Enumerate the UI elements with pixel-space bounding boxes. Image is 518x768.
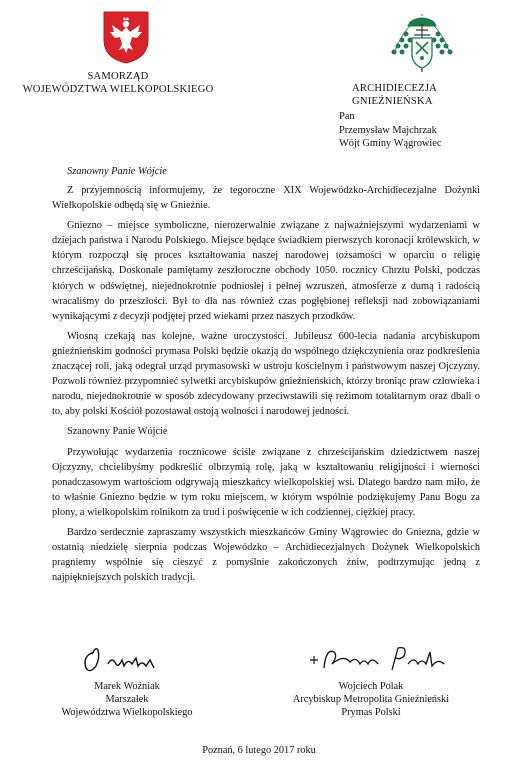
white-eagle-coat-of-arms-icon [102, 10, 150, 64]
signature-block-right [280, 680, 462, 719]
handwritten-signature-right [304, 642, 454, 678]
signatory-title: Arcybiskup Metropolita Gnieźnieński [292, 694, 450, 705]
body-paragraph: Przywołując wydarzenia rocznicowe ściśle związane z chrześcijańskim dziedzictwem naszej Ojczyzny, chcielibyśmy podkreślić olbrzymią rolę, jaką w kształtowaniu religijności i wierności ponadczasowym wartościom odgrywają mieszkańcy wielkopolskiej wsi. Dlatego bardzo nam miło, że to właśnie Gniezno będzie w tym roku miejscem, w którym wspólnie podziękujemy Panu Bogu za plony, a wielkopolskim rolnikom za trud i poświęcenie w ich codziennej, ciężkiej pracy. [52, 446, 480, 518]
addressee-block [339, 110, 442, 151]
signature-block-left [42, 680, 212, 719]
signatory-title: Prymas Polski [341, 707, 401, 718]
addressee-line: Przemysław Majchrzak [339, 124, 437, 136]
addressee-line: Pan [339, 111, 355, 122]
signatory-name: Wojciech Polak [338, 681, 404, 692]
body-paragraph: Z przyjemnością informujemy, że tegoroczne XIX Wojewódzko-Archidiecezjalne Dożynki Wielkopolskie odbędą się w Gnieźnie. [52, 185, 480, 212]
addressee-line: Wójt Gminy Wągrowiec [339, 138, 442, 149]
letter-body [52, 183, 480, 590]
signatory-title: Marszałek [105, 694, 149, 705]
signatory-title: Województwa Wielkopolskiego [61, 707, 193, 718]
left-organization-name [0, 70, 236, 96]
signatory-name: Marek Woźniak [94, 681, 160, 692]
left-org-line-1: SAMORZĄD [87, 71, 149, 82]
handwritten-signature-left [78, 646, 178, 678]
archbishop-coat-of-arms-icon [386, 14, 458, 74]
salutation: Szanowny Panie Wójcie [67, 166, 167, 177]
second-salutation: Szanowny Panie Wójcie [67, 426, 168, 438]
body-paragraph: Gniezno – miejsce symboliczne, nierozerwalnie związane z najważniejszymi wydarzeniami w dziejach państwa i Narodu Polskiego. Miejsce będące świadkiem pierwszych koronacji królewskich, w którym rozpoczął się proces kształtowania naszej narodowej tożsamości w oparciu o religię chrześcijańską. Doskonale pamiętamy zeszłoroczne obchody 1050. rocznicy Chrztu Polski, podczas których w odświętnej, niejednokrotnie podniosłej i pełnej wzruszeń, atmosferze z dumą i radością wracaliśmy do przeszłości. Był to dla nas również czas pogłębionej refleksji nad zobowiązaniami wynikającymi z decyzji podjętej przed wiekami przez naszych przodków. [52, 220, 480, 322]
body-paragraph: Wiosną czekają nas kolejne, ważne uroczystości. Jubileusz 600-lecia nadania arcybiskupom gnieźnieńskim godności prymasa Polski będzie okazją do wspólnego dziękczynienia oraz podkreślenia znaczącej roli, jaką odegrał urząd prymasowski w ustroju kościelnym i państwowym naszej Ojczyzny. Pozwoli również przypomnieć sylwetki arcybiskupów gnieźnieńskich, którzy broniąc praw człowieka i narodu, niejednokrotnie w sposób zdecydowany przeciwstawili się reżimom totalitarnym oraz dbali o to, aby polski Kościół pozostawał ostoją wolności i narodowej jedności. [52, 330, 480, 418]
right-organization-name: ARCHIDIECEZJA GNIEŹNIEŃSKA [352, 83, 437, 107]
place-and-date: Poznań, 6 lutego 2017 roku [202, 745, 316, 756]
body-paragraph: Bardzo serdecznie zapraszamy wszystkich mieszkańców Gminy Wągrowiec do Gniezna, gdzie w ostatnią niedzielę sierpnia podczas Wojewódzko – Archidiecezjalnych Dożynek Wielkopolskich pragniemy wspólnie się cieszyć z pomyślnie zakończonych żniw, podtrzymując jedną z najpiękniejszych polskich tradycji. [52, 526, 480, 584]
left-org-line-2: WOJEWÓDZTWA WIELKOPOLSKIEGO [22, 84, 214, 95]
